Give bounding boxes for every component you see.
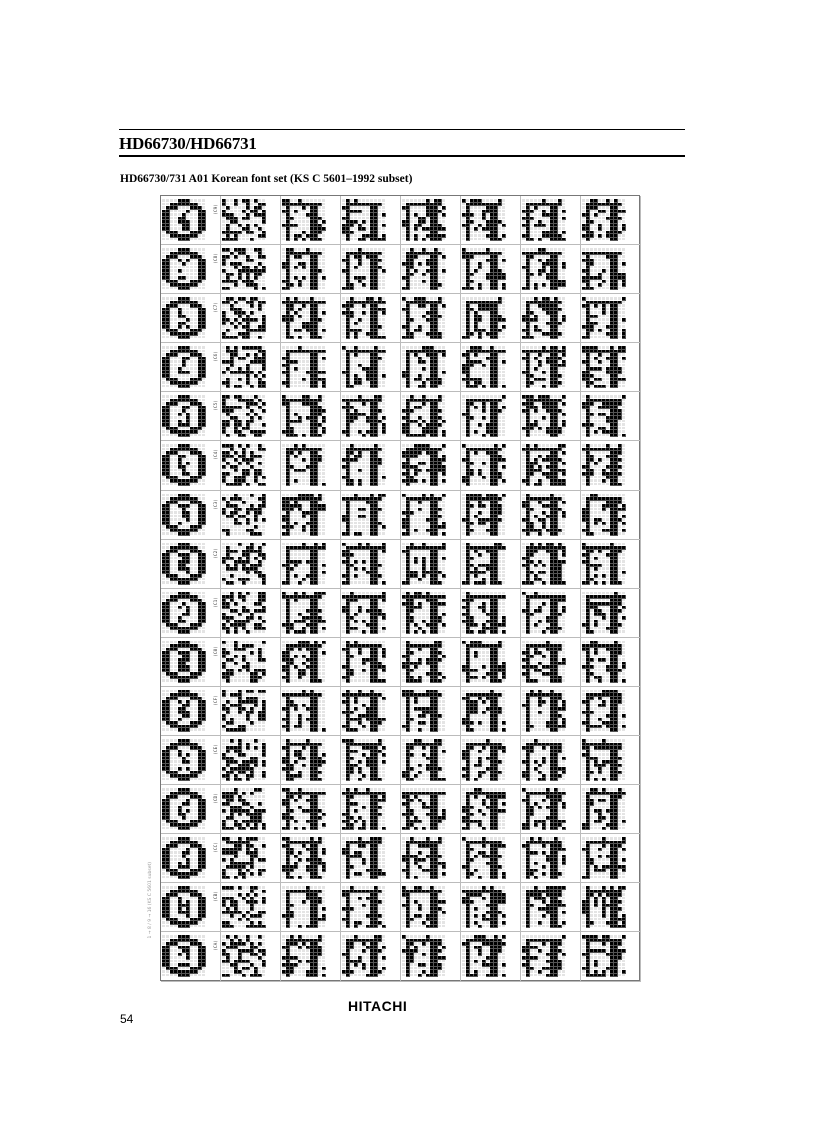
glyph-cell: [161, 196, 221, 245]
dot-matrix-glyph: [462, 837, 506, 879]
glyph-cell: [401, 736, 461, 785]
glyph-cell: [281, 589, 341, 638]
glyph-cell: [341, 491, 401, 540]
glyph-cell: [461, 343, 521, 392]
dot-matrix-glyph: [522, 395, 566, 437]
glyph-cell: [581, 932, 641, 981]
glyph-cell: [281, 491, 341, 540]
dot-matrix-glyph: [402, 494, 446, 536]
dot-matrix-glyph: [582, 739, 626, 781]
glyph-cell: [221, 785, 281, 834]
dot-matrix-glyph: [462, 935, 506, 977]
dot-matrix-glyph: [222, 935, 266, 977]
dot-matrix-glyph: [282, 690, 326, 732]
dot-matrix-glyph: [522, 543, 566, 585]
glyph-cell: [221, 638, 281, 687]
dot-matrix-glyph: [582, 395, 626, 437]
dot-matrix-glyph: [162, 297, 206, 339]
dot-matrix-glyph: [462, 690, 506, 732]
glyph-cell: [341, 540, 401, 589]
glyph-cell: [341, 687, 401, 736]
dot-matrix-glyph: [402, 739, 446, 781]
glyph-cell: [461, 589, 521, 638]
glyph-cell: [341, 736, 401, 785]
figure-side-note: 1 → 8 / 9 → 16 (KS C 5601 subset): [148, 862, 153, 939]
dot-matrix-glyph: [162, 837, 206, 879]
glyph-cell: [221, 392, 281, 441]
glyph-cell: [221, 441, 281, 490]
dot-matrix-glyph: [282, 248, 326, 290]
glyph-cell: [161, 392, 221, 441]
glyph-cell: [341, 589, 401, 638]
figure-caption: HD66730/731 A01 Korean font set (KS C 5601–1992 subset): [120, 173, 413, 185]
glyph-cell: [161, 834, 221, 883]
dot-matrix-glyph: [222, 837, 266, 879]
glyph-cell: [161, 932, 221, 981]
glyph-cell: [461, 736, 521, 785]
dot-matrix-glyph: [222, 641, 266, 683]
dot-matrix-glyph: [582, 837, 626, 879]
glyph-cell: [581, 736, 641, 785]
glyph-cell: [341, 785, 401, 834]
glyph-cell: [341, 638, 401, 687]
glyph-cell: [581, 687, 641, 736]
dot-matrix-glyph: [282, 641, 326, 683]
glyph-cell: [281, 196, 341, 245]
dot-matrix-glyph: [222, 444, 266, 486]
top-rule: [119, 129, 685, 130]
glyph-cell: [341, 441, 401, 490]
dot-matrix-glyph: [522, 199, 566, 241]
dot-matrix-glyph: [282, 199, 326, 241]
glyph-cell: [281, 540, 341, 589]
row-code-label: (C3): [214, 498, 219, 510]
glyph-cell: [221, 687, 281, 736]
dot-matrix-glyph: [162, 739, 206, 781]
glyph-cell: [221, 736, 281, 785]
dot-matrix-glyph: [582, 935, 626, 977]
glyph-cell: [521, 932, 581, 981]
dot-matrix-glyph: [522, 641, 566, 683]
glyph-cell: [221, 540, 281, 589]
dot-matrix-glyph: [582, 444, 626, 486]
dot-matrix-glyph: [402, 199, 446, 241]
glyph-cell: [221, 834, 281, 883]
dot-matrix-glyph: [522, 346, 566, 388]
dot-matrix-glyph: [462, 788, 506, 830]
dot-matrix-glyph: [462, 395, 506, 437]
row-code-label: (C6): [214, 351, 219, 363]
dot-matrix-glyph: [282, 444, 326, 486]
glyph-cell: [401, 932, 461, 981]
glyph-cell: [161, 540, 221, 589]
dot-matrix-glyph: [222, 494, 266, 536]
dot-matrix-glyph: [582, 346, 626, 388]
dot-matrix-glyph: [162, 641, 206, 683]
dot-matrix-glyph: [222, 886, 266, 928]
glyph-cell: [281, 392, 341, 441]
dot-matrix-glyph: [162, 248, 206, 290]
glyph-cell: [281, 932, 341, 981]
row-code-label: (C1): [214, 596, 219, 608]
dot-matrix-glyph: [282, 395, 326, 437]
row-code-label: (CC): [214, 842, 219, 854]
dot-matrix-glyph: [222, 248, 266, 290]
dot-matrix-glyph: [342, 297, 386, 339]
glyph-cell: [521, 785, 581, 834]
glyph-cell: [461, 392, 521, 441]
dot-matrix-glyph: [342, 788, 386, 830]
glyph-cell: [521, 491, 581, 540]
dot-matrix-glyph: [402, 395, 446, 437]
glyph-cell: [461, 785, 521, 834]
dot-matrix-glyph: [342, 837, 386, 879]
dot-matrix-glyph: [162, 543, 206, 585]
dot-matrix-glyph: [282, 297, 326, 339]
glyph-cell: [221, 589, 281, 638]
dot-matrix-glyph: [462, 641, 506, 683]
glyph-cell: [401, 883, 461, 932]
glyph-cell: [521, 589, 581, 638]
dot-matrix-glyph: [582, 788, 626, 830]
dot-matrix-glyph: [162, 690, 206, 732]
glyph-cell: [341, 245, 401, 294]
glyph-cell: [521, 294, 581, 343]
glyph-cell: [401, 392, 461, 441]
dot-matrix-glyph: [342, 346, 386, 388]
glyph-cell: [461, 932, 521, 981]
glyph-cell: [461, 638, 521, 687]
dot-matrix-glyph: [462, 886, 506, 928]
dot-matrix-glyph: [342, 543, 386, 585]
dot-matrix-glyph: [402, 444, 446, 486]
dot-matrix-glyph: [222, 395, 266, 437]
dot-matrix-glyph: [222, 592, 266, 634]
dot-matrix-glyph: [282, 592, 326, 634]
dot-matrix-glyph: [462, 297, 506, 339]
dot-matrix-glyph: [522, 592, 566, 634]
glyph-cell: [461, 687, 521, 736]
dot-matrix-glyph: [582, 690, 626, 732]
glyph-cell: [581, 245, 641, 294]
dot-matrix-glyph: [162, 592, 206, 634]
glyph-cell: [341, 834, 401, 883]
glyph-cell: [461, 834, 521, 883]
row-code-label: (C4): [214, 449, 219, 461]
glyph-cell: [161, 638, 221, 687]
glyph-cell: [581, 343, 641, 392]
glyph-cell: [401, 245, 461, 294]
glyph-cell: [281, 785, 341, 834]
dot-matrix-glyph: [222, 199, 266, 241]
dot-matrix-glyph: [342, 739, 386, 781]
dot-matrix-glyph: [462, 248, 506, 290]
glyph-cell: [521, 245, 581, 294]
glyph-cell: [581, 196, 641, 245]
glyph-cell: [341, 392, 401, 441]
dot-matrix-glyph: [522, 494, 566, 536]
glyph-cell: [161, 441, 221, 490]
korean-font-table: [160, 195, 640, 981]
glyph-cell: [581, 491, 641, 540]
dot-matrix-glyph: [582, 248, 626, 290]
glyph-cell: [281, 687, 341, 736]
glyph-cell: [281, 343, 341, 392]
glyph-cell: [401, 687, 461, 736]
dot-matrix-glyph: [582, 592, 626, 634]
dot-matrix-glyph: [522, 886, 566, 928]
dot-matrix-glyph: [342, 935, 386, 977]
dot-matrix-glyph: [582, 543, 626, 585]
dot-matrix-glyph: [222, 690, 266, 732]
glyph-cell: [461, 491, 521, 540]
glyph-cell: [221, 294, 281, 343]
hitachi-logo: HITACHI: [348, 998, 408, 1014]
dot-matrix-glyph: [162, 346, 206, 388]
dot-matrix-glyph: [282, 788, 326, 830]
dot-matrix-glyph: [522, 739, 566, 781]
glyph-cell: [461, 196, 521, 245]
glyph-cell: [161, 785, 221, 834]
glyph-cell: [161, 294, 221, 343]
row-code-label: (C2): [214, 547, 219, 559]
glyph-cell: [341, 932, 401, 981]
dot-matrix-glyph: [282, 494, 326, 536]
glyph-cell: [281, 294, 341, 343]
glyph-cell: [401, 491, 461, 540]
glyph-cell: [461, 540, 521, 589]
glyph-cell: [161, 687, 221, 736]
glyph-cell: [401, 589, 461, 638]
glyph-cell: [221, 491, 281, 540]
glyph-cell: [461, 441, 521, 490]
dot-matrix-glyph: [342, 592, 386, 634]
dot-matrix-glyph: [282, 935, 326, 977]
dot-matrix-glyph: [462, 494, 506, 536]
dot-matrix-glyph: [222, 788, 266, 830]
dot-matrix-glyph: [402, 248, 446, 290]
glyph-cell: [401, 638, 461, 687]
dot-matrix-glyph: [222, 543, 266, 585]
dot-matrix-glyph: [462, 346, 506, 388]
glyph-cell: [581, 589, 641, 638]
row-code-label: (CF): [214, 694, 219, 706]
dot-matrix-glyph: [342, 641, 386, 683]
dot-matrix-glyph: [222, 297, 266, 339]
glyph-cell: [521, 834, 581, 883]
dot-matrix-glyph: [162, 395, 206, 437]
glyph-cell: [401, 343, 461, 392]
glyph-cell: [341, 883, 401, 932]
glyph-cell: [401, 834, 461, 883]
glyph-cell: [401, 294, 461, 343]
dot-matrix-glyph: [342, 395, 386, 437]
row-code-label: (C7): [214, 302, 219, 314]
glyph-cell: [581, 834, 641, 883]
dot-matrix-glyph: [582, 199, 626, 241]
dot-matrix-glyph: [582, 494, 626, 536]
glyph-cell: [401, 540, 461, 589]
glyph-cell: [521, 638, 581, 687]
glyph-cell: [521, 196, 581, 245]
dot-matrix-glyph: [342, 248, 386, 290]
dot-matrix-glyph: [342, 886, 386, 928]
glyph-cell: [461, 245, 521, 294]
dot-matrix-glyph: [162, 886, 206, 928]
dot-matrix-glyph: [402, 543, 446, 585]
glyph-cell: [221, 245, 281, 294]
glyph-cell: [581, 785, 641, 834]
glyph-cell: [521, 540, 581, 589]
dot-matrix-glyph: [162, 199, 206, 241]
dot-matrix-glyph: [342, 690, 386, 732]
dot-matrix-glyph: [342, 199, 386, 241]
dot-matrix-glyph: [402, 837, 446, 879]
glyph-cell: [521, 687, 581, 736]
dot-matrix-glyph: [582, 886, 626, 928]
glyph-cell: [281, 834, 341, 883]
glyph-cell: [161, 343, 221, 392]
row-code-label: (C5): [214, 400, 219, 412]
glyph-cell: [461, 883, 521, 932]
dot-matrix-glyph: [402, 592, 446, 634]
glyph-cell: [401, 785, 461, 834]
glyph-cell: [341, 294, 401, 343]
glyph-cell: [221, 883, 281, 932]
dot-matrix-glyph: [462, 592, 506, 634]
glyph-cell: [281, 245, 341, 294]
document-title: HD66730/HD66731: [119, 134, 257, 153]
glyph-cell: [281, 638, 341, 687]
glyph-cell: [281, 441, 341, 490]
row-code-label: (CA): [214, 940, 219, 952]
page-number: 54: [120, 1012, 134, 1026]
glyph-cell: [581, 540, 641, 589]
glyph-cell: [281, 736, 341, 785]
dot-matrix-glyph: [522, 837, 566, 879]
dot-matrix-glyph: [462, 543, 506, 585]
dot-matrix-glyph: [402, 886, 446, 928]
dot-matrix-glyph: [282, 739, 326, 781]
dot-matrix-glyph: [582, 641, 626, 683]
glyph-cell: [581, 392, 641, 441]
glyph-cell: [401, 441, 461, 490]
dot-matrix-glyph: [522, 248, 566, 290]
dot-matrix-glyph: [222, 346, 266, 388]
glyph-cell: [461, 294, 521, 343]
dot-matrix-glyph: [462, 199, 506, 241]
dot-matrix-glyph: [282, 886, 326, 928]
glyph-cell: [401, 196, 461, 245]
glyph-cell: [581, 638, 641, 687]
row-code-label: (CD): [214, 793, 219, 804]
glyph-cell: [521, 392, 581, 441]
dot-matrix-glyph: [522, 690, 566, 732]
dot-matrix-glyph: [402, 935, 446, 977]
dot-matrix-glyph: [522, 297, 566, 339]
glyph-cell: [521, 736, 581, 785]
glyph-cell: [161, 736, 221, 785]
glyph-cell: [161, 883, 221, 932]
dot-matrix-glyph: [162, 494, 206, 536]
row-code-label: (CB): [214, 891, 219, 903]
glyph-cell: [521, 343, 581, 392]
row-code-label: (C0): [214, 645, 219, 657]
dot-matrix-glyph: [402, 641, 446, 683]
glyph-cell: [161, 245, 221, 294]
dot-matrix-glyph: [222, 739, 266, 781]
dot-matrix-glyph: [162, 444, 206, 486]
dot-matrix-glyph: [402, 690, 446, 732]
dot-matrix-glyph: [282, 543, 326, 585]
glyph-cell: [581, 883, 641, 932]
row-code-label: (C9): [214, 204, 219, 215]
glyph-cell: [581, 441, 641, 490]
glyph-cell: [161, 491, 221, 540]
dot-matrix-glyph: [282, 837, 326, 879]
row-code-label: (C8): [214, 253, 219, 264]
glyph-cell: [161, 589, 221, 638]
dot-matrix-glyph: [582, 297, 626, 339]
row-code-label: (CE): [214, 744, 219, 755]
dot-matrix-glyph: [402, 346, 446, 388]
dot-matrix-glyph: [342, 494, 386, 536]
dot-matrix-glyph: [162, 935, 206, 977]
dot-matrix-glyph: [522, 444, 566, 486]
glyph-cell: [521, 441, 581, 490]
dot-matrix-glyph: [342, 444, 386, 486]
title-rule: [119, 155, 685, 157]
glyph-cell: [221, 196, 281, 245]
glyph-cell: [341, 343, 401, 392]
dot-matrix-glyph: [282, 346, 326, 388]
glyph-cell: [221, 343, 281, 392]
dot-matrix-glyph: [402, 297, 446, 339]
dot-matrix-glyph: [162, 788, 206, 830]
dot-matrix-glyph: [462, 739, 506, 781]
dot-matrix-glyph: [522, 788, 566, 830]
glyph-cell: [521, 883, 581, 932]
dot-matrix-glyph: [402, 788, 446, 830]
glyph-cell: [281, 883, 341, 932]
glyph-cell: [581, 294, 641, 343]
glyph-cell: [221, 932, 281, 981]
dot-matrix-glyph: [462, 444, 506, 486]
dot-matrix-glyph: [522, 935, 566, 977]
glyph-cell: [341, 196, 401, 245]
